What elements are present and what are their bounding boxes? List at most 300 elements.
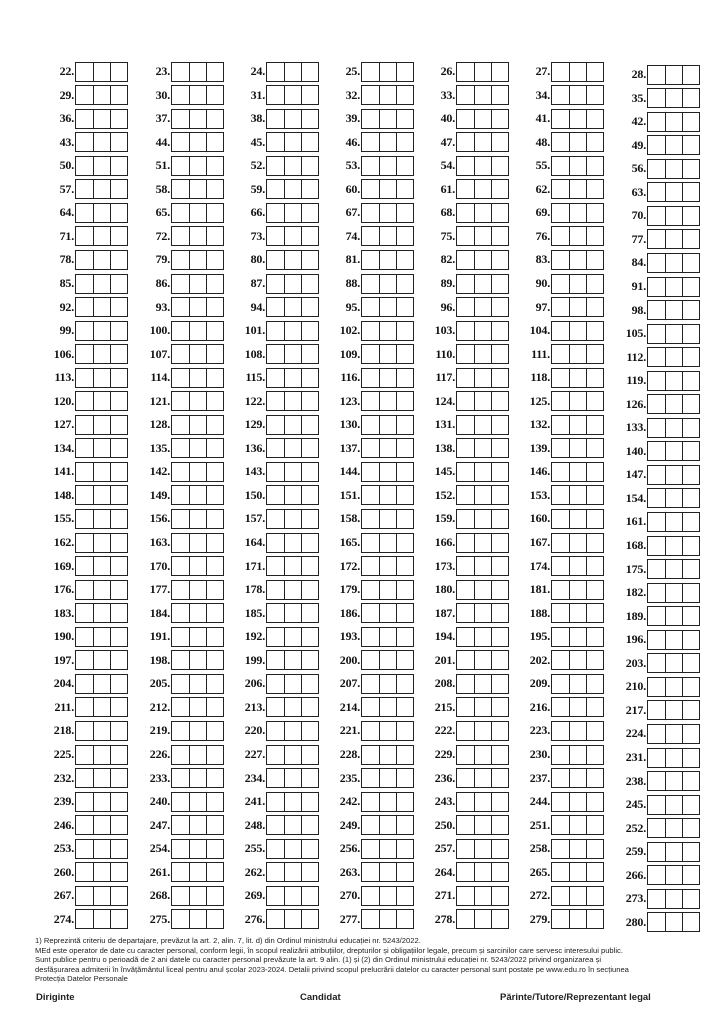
- answer-cell[interactable]: [682, 254, 699, 272]
- answer-cell[interactable]: [267, 110, 284, 128]
- answer-cell[interactable]: [301, 675, 318, 693]
- answer-cell[interactable]: [586, 345, 603, 363]
- answer-cell[interactable]: [648, 796, 665, 814]
- answer-cell[interactable]: [172, 369, 189, 387]
- answer-cell[interactable]: [301, 604, 318, 622]
- answer-cell[interactable]: [93, 863, 110, 881]
- answer-cell[interactable]: [362, 534, 379, 552]
- answer-cell[interactable]: [648, 89, 665, 107]
- answer-cell[interactable]: [172, 840, 189, 858]
- answer-cell[interactable]: [569, 180, 586, 198]
- answer-cell[interactable]: [457, 86, 474, 104]
- answer-cell[interactable]: [267, 275, 284, 293]
- answer-cell[interactable]: [665, 160, 682, 178]
- answer-cell[interactable]: [474, 604, 491, 622]
- answer-cell[interactable]: [665, 537, 682, 555]
- answer-cell[interactable]: [206, 769, 223, 787]
- answer-cell[interactable]: [586, 581, 603, 599]
- answer-cell[interactable]: [457, 227, 474, 245]
- answer-cell[interactable]: [474, 698, 491, 716]
- answer-cell[interactable]: [569, 322, 586, 340]
- answer-cell[interactable]: [76, 439, 93, 457]
- answer-cell[interactable]: [379, 110, 396, 128]
- answer-cell[interactable]: [491, 227, 508, 245]
- answer-cell[interactable]: [189, 133, 206, 151]
- answer-cell[interactable]: [362, 227, 379, 245]
- answer-cell[interactable]: [284, 110, 301, 128]
- answer-cell[interactable]: [206, 863, 223, 881]
- answer-cell[interactable]: [110, 439, 127, 457]
- answer-cell[interactable]: [379, 133, 396, 151]
- answer-cell[interactable]: [267, 722, 284, 740]
- answer-cell[interactable]: [396, 769, 413, 787]
- answer-cell[interactable]: [457, 392, 474, 410]
- answer-cell[interactable]: [552, 486, 569, 504]
- answer-cell[interactable]: [457, 887, 474, 905]
- answer-cell[interactable]: [682, 136, 699, 154]
- answer-cell[interactable]: [552, 651, 569, 669]
- answer-cell[interactable]: [93, 369, 110, 387]
- answer-cell[interactable]: [76, 604, 93, 622]
- answer-cell[interactable]: [665, 113, 682, 131]
- answer-cell[interactable]: [474, 298, 491, 316]
- answer-cell[interactable]: [552, 251, 569, 269]
- answer-cell[interactable]: [379, 604, 396, 622]
- answer-cell[interactable]: [474, 392, 491, 410]
- answer-cell[interactable]: [379, 392, 396, 410]
- answer-cell[interactable]: [457, 910, 474, 928]
- answer-cell[interactable]: [396, 204, 413, 222]
- answer-cell[interactable]: [552, 298, 569, 316]
- answer-cell[interactable]: [491, 604, 508, 622]
- answer-cell[interactable]: [552, 698, 569, 716]
- answer-cell[interactable]: [206, 722, 223, 740]
- answer-cell[interactable]: [379, 63, 396, 81]
- answer-cell[interactable]: [301, 298, 318, 316]
- answer-cell[interactable]: [396, 369, 413, 387]
- answer-cell[interactable]: [396, 510, 413, 528]
- answer-cell[interactable]: [491, 816, 508, 834]
- answer-cell[interactable]: [379, 439, 396, 457]
- answer-cell[interactable]: [379, 746, 396, 764]
- answer-cell[interactable]: [396, 722, 413, 740]
- answer-cell[interactable]: [267, 416, 284, 434]
- answer-cell[interactable]: [76, 557, 93, 575]
- answer-cell[interactable]: [76, 486, 93, 504]
- answer-cell[interactable]: [552, 793, 569, 811]
- answer-cell[interactable]: [172, 510, 189, 528]
- answer-cell[interactable]: [491, 110, 508, 128]
- answer-cell[interactable]: [569, 557, 586, 575]
- answer-cell[interactable]: [396, 816, 413, 834]
- answer-cell[interactable]: [93, 910, 110, 928]
- answer-cell[interactable]: [284, 133, 301, 151]
- answer-cell[interactable]: [474, 322, 491, 340]
- answer-cell[interactable]: [206, 557, 223, 575]
- answer-cell[interactable]: [569, 86, 586, 104]
- answer-cell[interactable]: [665, 843, 682, 861]
- answer-cell[interactable]: [93, 392, 110, 410]
- answer-cell[interactable]: [206, 345, 223, 363]
- answer-cell[interactable]: [93, 227, 110, 245]
- answer-cell[interactable]: [301, 769, 318, 787]
- answer-cell[interactable]: [569, 722, 586, 740]
- answer-cell[interactable]: [267, 746, 284, 764]
- answer-cell[interactable]: [682, 230, 699, 248]
- answer-cell[interactable]: [491, 557, 508, 575]
- answer-cell[interactable]: [379, 722, 396, 740]
- answer-cell[interactable]: [110, 675, 127, 693]
- answer-cell[interactable]: [552, 63, 569, 81]
- answer-cell[interactable]: [93, 345, 110, 363]
- answer-cell[interactable]: [362, 581, 379, 599]
- answer-cell[interactable]: [474, 227, 491, 245]
- answer-cell[interactable]: [172, 275, 189, 293]
- answer-cell[interactable]: [206, 298, 223, 316]
- answer-cell[interactable]: [172, 251, 189, 269]
- answer-cell[interactable]: [665, 607, 682, 625]
- answer-cell[interactable]: [474, 180, 491, 198]
- answer-cell[interactable]: [189, 345, 206, 363]
- answer-cell[interactable]: [396, 133, 413, 151]
- answer-cell[interactable]: [301, 86, 318, 104]
- answer-cell[interactable]: [491, 133, 508, 151]
- answer-cell[interactable]: [396, 863, 413, 881]
- answer-cell[interactable]: [665, 230, 682, 248]
- answer-cell[interactable]: [284, 392, 301, 410]
- answer-cell[interactable]: [93, 816, 110, 834]
- answer-cell[interactable]: [93, 63, 110, 81]
- answer-cell[interactable]: [569, 746, 586, 764]
- answer-cell[interactable]: [76, 463, 93, 481]
- answer-cell[interactable]: [569, 675, 586, 693]
- answer-cell[interactable]: [586, 275, 603, 293]
- answer-cell[interactable]: [76, 157, 93, 175]
- answer-cell[interactable]: [110, 251, 127, 269]
- answer-cell[interactable]: [267, 604, 284, 622]
- answer-cell[interactable]: [474, 416, 491, 434]
- answer-cell[interactable]: [474, 369, 491, 387]
- answer-cell[interactable]: [93, 840, 110, 858]
- answer-cell[interactable]: [491, 581, 508, 599]
- answer-cell[interactable]: [301, 746, 318, 764]
- answer-cell[interactable]: [284, 345, 301, 363]
- answer-cell[interactable]: [284, 769, 301, 787]
- answer-cell[interactable]: [379, 769, 396, 787]
- answer-cell[interactable]: [586, 651, 603, 669]
- answer-cell[interactable]: [682, 866, 699, 884]
- answer-cell[interactable]: [379, 298, 396, 316]
- answer-cell[interactable]: [491, 722, 508, 740]
- answer-cell[interactable]: [362, 651, 379, 669]
- answer-cell[interactable]: [362, 698, 379, 716]
- answer-cell[interactable]: [457, 840, 474, 858]
- answer-cell[interactable]: [93, 110, 110, 128]
- answer-cell[interactable]: [301, 887, 318, 905]
- answer-cell[interactable]: [172, 910, 189, 928]
- answer-cell[interactable]: [648, 631, 665, 649]
- answer-cell[interactable]: [206, 416, 223, 434]
- answer-cell[interactable]: [362, 769, 379, 787]
- answer-cell[interactable]: [172, 86, 189, 104]
- answer-cell[interactable]: [362, 298, 379, 316]
- answer-cell[interactable]: [93, 486, 110, 504]
- answer-cell[interactable]: [284, 816, 301, 834]
- answer-cell[interactable]: [396, 910, 413, 928]
- answer-cell[interactable]: [648, 913, 665, 931]
- answer-cell[interactable]: [665, 395, 682, 413]
- answer-cell[interactable]: [457, 557, 474, 575]
- answer-cell[interactable]: [267, 204, 284, 222]
- answer-cell[interactable]: [267, 63, 284, 81]
- answer-cell[interactable]: [552, 769, 569, 787]
- answer-cell[interactable]: [301, 180, 318, 198]
- answer-cell[interactable]: [491, 275, 508, 293]
- answer-cell[interactable]: [586, 416, 603, 434]
- answer-cell[interactable]: [301, 840, 318, 858]
- answer-cell[interactable]: [206, 887, 223, 905]
- answer-cell[interactable]: [586, 369, 603, 387]
- answer-cell[interactable]: [110, 204, 127, 222]
- answer-cell[interactable]: [379, 204, 396, 222]
- answer-cell[interactable]: [552, 840, 569, 858]
- answer-cell[interactable]: [586, 463, 603, 481]
- answer-cell[interactable]: [682, 89, 699, 107]
- answer-cell[interactable]: [267, 910, 284, 928]
- answer-cell[interactable]: [474, 110, 491, 128]
- answer-cell[interactable]: [206, 510, 223, 528]
- answer-cell[interactable]: [110, 557, 127, 575]
- answer-cell[interactable]: [362, 86, 379, 104]
- answer-cell[interactable]: [93, 86, 110, 104]
- answer-cell[interactable]: [665, 466, 682, 484]
- answer-cell[interactable]: [189, 769, 206, 787]
- answer-cell[interactable]: [379, 863, 396, 881]
- answer-cell[interactable]: [648, 254, 665, 272]
- answer-cell[interactable]: [457, 157, 474, 175]
- answer-cell[interactable]: [665, 89, 682, 107]
- answer-cell[interactable]: [569, 133, 586, 151]
- answer-cell[interactable]: [457, 675, 474, 693]
- answer-cell[interactable]: [396, 275, 413, 293]
- answer-cell[interactable]: [457, 110, 474, 128]
- answer-cell[interactable]: [491, 698, 508, 716]
- answer-cell[interactable]: [206, 793, 223, 811]
- answer-cell[interactable]: [172, 133, 189, 151]
- answer-cell[interactable]: [267, 698, 284, 716]
- answer-cell[interactable]: [396, 63, 413, 81]
- answer-cell[interactable]: [189, 910, 206, 928]
- answer-cell[interactable]: [172, 227, 189, 245]
- answer-cell[interactable]: [189, 887, 206, 905]
- answer-cell[interactable]: [284, 510, 301, 528]
- answer-cell[interactable]: [93, 534, 110, 552]
- answer-cell[interactable]: [110, 887, 127, 905]
- answer-cell[interactable]: [552, 887, 569, 905]
- answer-cell[interactable]: [552, 863, 569, 881]
- answer-cell[interactable]: [76, 204, 93, 222]
- answer-cell[interactable]: [379, 275, 396, 293]
- answer-cell[interactable]: [552, 463, 569, 481]
- answer-cell[interactable]: [206, 651, 223, 669]
- answer-cell[interactable]: [110, 392, 127, 410]
- answer-cell[interactable]: [474, 534, 491, 552]
- answer-cell[interactable]: [267, 887, 284, 905]
- answer-cell[interactable]: [172, 439, 189, 457]
- answer-cell[interactable]: [552, 369, 569, 387]
- answer-cell[interactable]: [491, 746, 508, 764]
- answer-cell[interactable]: [586, 322, 603, 340]
- answer-cell[interactable]: [491, 251, 508, 269]
- answer-cell[interactable]: [189, 581, 206, 599]
- answer-cell[interactable]: [189, 275, 206, 293]
- answer-cell[interactable]: [665, 890, 682, 908]
- answer-cell[interactable]: [110, 698, 127, 716]
- answer-cell[interactable]: [491, 628, 508, 646]
- answer-cell[interactable]: [172, 816, 189, 834]
- answer-cell[interactable]: [396, 227, 413, 245]
- answer-cell[interactable]: [362, 887, 379, 905]
- answer-cell[interactable]: [301, 133, 318, 151]
- answer-cell[interactable]: [301, 369, 318, 387]
- answer-cell[interactable]: [682, 772, 699, 790]
- answer-cell[interactable]: [189, 416, 206, 434]
- answer-cell[interactable]: [93, 180, 110, 198]
- answer-cell[interactable]: [76, 180, 93, 198]
- answer-cell[interactable]: [682, 207, 699, 225]
- answer-cell[interactable]: [491, 510, 508, 528]
- answer-cell[interactable]: [682, 749, 699, 767]
- answer-cell[interactable]: [172, 675, 189, 693]
- answer-cell[interactable]: [76, 251, 93, 269]
- answer-cell[interactable]: [396, 110, 413, 128]
- answer-cell[interactable]: [474, 793, 491, 811]
- answer-cell[interactable]: [172, 887, 189, 905]
- answer-cell[interactable]: [474, 275, 491, 293]
- answer-cell[interactable]: [491, 910, 508, 928]
- answer-cell[interactable]: [110, 746, 127, 764]
- answer-cell[interactable]: [474, 628, 491, 646]
- answer-cell[interactable]: [267, 298, 284, 316]
- answer-cell[interactable]: [284, 227, 301, 245]
- answer-cell[interactable]: [284, 675, 301, 693]
- answer-cell[interactable]: [569, 534, 586, 552]
- answer-cell[interactable]: [396, 840, 413, 858]
- answer-cell[interactable]: [362, 416, 379, 434]
- answer-cell[interactable]: [552, 510, 569, 528]
- answer-cell[interactable]: [189, 604, 206, 622]
- answer-cell[interactable]: [362, 63, 379, 81]
- answer-cell[interactable]: [284, 251, 301, 269]
- answer-cell[interactable]: [76, 416, 93, 434]
- answer-cell[interactable]: [267, 651, 284, 669]
- answer-cell[interactable]: [396, 298, 413, 316]
- answer-cell[interactable]: [110, 863, 127, 881]
- answer-cell[interactable]: [682, 489, 699, 507]
- answer-cell[interactable]: [172, 63, 189, 81]
- answer-cell[interactable]: [206, 463, 223, 481]
- answer-cell[interactable]: [648, 584, 665, 602]
- answer-cell[interactable]: [474, 63, 491, 81]
- answer-cell[interactable]: [76, 510, 93, 528]
- answer-cell[interactable]: [206, 439, 223, 457]
- answer-cell[interactable]: [491, 793, 508, 811]
- answer-cell[interactable]: [569, 439, 586, 457]
- answer-cell[interactable]: [648, 513, 665, 531]
- answer-cell[interactable]: [362, 557, 379, 575]
- answer-cell[interactable]: [552, 628, 569, 646]
- answer-cell[interactable]: [552, 275, 569, 293]
- answer-cell[interactable]: [110, 510, 127, 528]
- answer-cell[interactable]: [396, 416, 413, 434]
- answer-cell[interactable]: [682, 160, 699, 178]
- answer-cell[interactable]: [379, 510, 396, 528]
- answer-cell[interactable]: [396, 604, 413, 622]
- answer-cell[interactable]: [474, 439, 491, 457]
- answer-cell[interactable]: [110, 63, 127, 81]
- answer-cell[interactable]: [474, 345, 491, 363]
- answer-cell[interactable]: [569, 416, 586, 434]
- answer-cell[interactable]: [491, 369, 508, 387]
- answer-cell[interactable]: [474, 887, 491, 905]
- answer-cell[interactable]: [379, 157, 396, 175]
- answer-cell[interactable]: [93, 746, 110, 764]
- answer-cell[interactable]: [396, 392, 413, 410]
- answer-cell[interactable]: [379, 840, 396, 858]
- answer-cell[interactable]: [301, 816, 318, 834]
- answer-cell[interactable]: [396, 698, 413, 716]
- answer-cell[interactable]: [93, 793, 110, 811]
- answer-cell[interactable]: [474, 722, 491, 740]
- answer-cell[interactable]: [110, 840, 127, 858]
- answer-cell[interactable]: [172, 722, 189, 740]
- answer-cell[interactable]: [189, 840, 206, 858]
- answer-cell[interactable]: [362, 345, 379, 363]
- answer-cell[interactable]: [457, 510, 474, 528]
- answer-cell[interactable]: [682, 725, 699, 743]
- answer-cell[interactable]: [586, 604, 603, 622]
- answer-cell[interactable]: [189, 204, 206, 222]
- answer-cell[interactable]: [379, 369, 396, 387]
- answer-cell[interactable]: [491, 463, 508, 481]
- answer-cell[interactable]: [110, 345, 127, 363]
- answer-cell[interactable]: [189, 369, 206, 387]
- answer-cell[interactable]: [665, 772, 682, 790]
- answer-cell[interactable]: [457, 439, 474, 457]
- answer-cell[interactable]: [457, 534, 474, 552]
- answer-cell[interactable]: [552, 227, 569, 245]
- answer-cell[interactable]: [110, 628, 127, 646]
- answer-cell[interactable]: [189, 698, 206, 716]
- answer-cell[interactable]: [586, 157, 603, 175]
- answer-cell[interactable]: [457, 793, 474, 811]
- answer-cell[interactable]: [301, 628, 318, 646]
- answer-cell[interactable]: [648, 725, 665, 743]
- answer-cell[interactable]: [552, 604, 569, 622]
- answer-cell[interactable]: [76, 722, 93, 740]
- answer-cell[interactable]: [648, 678, 665, 696]
- answer-cell[interactable]: [93, 510, 110, 528]
- answer-cell[interactable]: [362, 628, 379, 646]
- answer-cell[interactable]: [110, 816, 127, 834]
- answer-cell[interactable]: [301, 557, 318, 575]
- answer-cell[interactable]: [172, 604, 189, 622]
- answer-cell[interactable]: [189, 227, 206, 245]
- answer-cell[interactable]: [569, 651, 586, 669]
- answer-cell[interactable]: [284, 463, 301, 481]
- answer-cell[interactable]: [76, 369, 93, 387]
- answer-cell[interactable]: [586, 86, 603, 104]
